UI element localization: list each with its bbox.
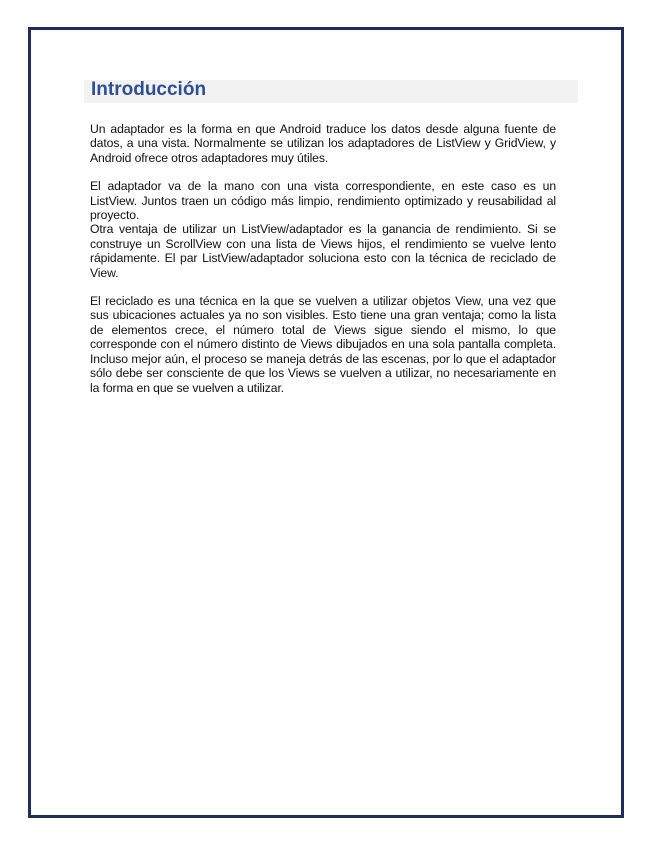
page-frame	[28, 27, 624, 818]
page-title: Introducción	[91, 79, 207, 100]
paragraph-3: Otra ventaja de utilizar un ListView/adaptador es la ganancia de rendimiento. Si se construye un ScrollView con una lista de Views hijos, el rendimiento se vuelve lento rápidamente. El par ListView/adaptador soluciona esto con la técnica de reciclado de View.	[90, 222, 556, 280]
paragraph-1: Un adaptador es la forma en que Android traduce los datos desde alguna fuente de datos, a una vista. Normalmente se utilizan los adaptadores de ListView y GridView, y Android ofrece otros adaptadores muy útiles.	[90, 122, 556, 165]
paragraph-2: El adaptador va de la mano con una vista correspondiente, en este caso es un ListView. Juntos traen un código más limpio, rendimiento optimizado y reusabilidad al proyecto.	[90, 179, 556, 223]
document-body	[90, 122, 556, 395]
paragraph-4: El reciclado es una técnica en la que se vuelven a utilizar objetos View, una vez que sus ubicaciones actuales ya no son visibles. Esto tiene una gran ventaja; como la lista de elementos crece, el número total de Views sigue siendo el mismo, lo que corresponde con el número distinto de Views dibujados en una sola pantalla completa. Incluso mejor aún, el proceso se maneja detrás de las escenas, por lo que el adaptador sólo debe ser consciente de que los Views se vuelven a utilizar, no necesariamente en la forma en que se vuelven a utilizar.	[90, 294, 556, 395]
